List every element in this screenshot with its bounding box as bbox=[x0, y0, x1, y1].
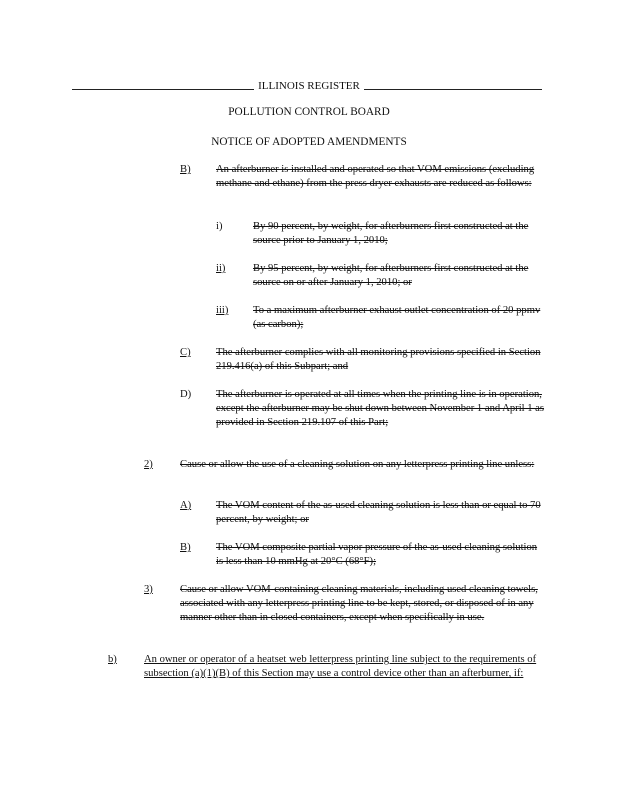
subsection-text: An owner or operator of a heatset web letterpress printing line subject to the requirements of subsection (a)(1)(B) of this Section may use a control device other than an afterburner, if: bbox=[144, 654, 537, 680]
subitem-label: iii) bbox=[216, 305, 229, 316]
notice-title: NOTICE OF ADOPTED AMENDMENTS bbox=[211, 136, 407, 148]
item-text: The afterburner is operated at all times when the printing line is in operation, except the afterburner may be shut down between November 1 and April 1 as provided in Section 219.107 of this Part; bbox=[216, 389, 545, 429]
item-text: An afterburner is installed and operated so that VOM emissions (excluding methane and ethane) from the press dryer exhausts are reduced as follows: bbox=[216, 164, 535, 190]
register-title: ILLINOIS REGISTER bbox=[0, 80, 618, 92]
item-label: D) bbox=[180, 389, 192, 400]
subitem-text: By 95 percent, by weight, for afterburners first constructed at the source on or after January 1, 2010; or bbox=[253, 263, 529, 289]
subitem-text: By 90 percent, by weight, for afterburners first constructed at the source prior to January 1, 2010; bbox=[253, 221, 529, 247]
item-label: B) bbox=[180, 164, 191, 175]
paragraph-label: 2) bbox=[144, 459, 153, 470]
subsection-label: b) bbox=[108, 654, 117, 665]
item-text: The VOM content of the as-used cleaning solution is less than or equal to 70 percent, by weight; or bbox=[216, 500, 541, 526]
item-label: C) bbox=[180, 347, 191, 358]
item-text: The afterburner complies with all monitoring provisions specified in Section 219.416(a) of this Subpart; and bbox=[216, 347, 541, 373]
item-label: A) bbox=[180, 500, 192, 511]
paragraph-text: Cause or allow the use of a cleaning solution on any letterpress printing line unless: bbox=[180, 459, 535, 470]
subitem-text: To a maximum afterburner exhaust outlet concentration of 20 ppmv (as carbon); bbox=[253, 305, 541, 331]
item-label: B) bbox=[180, 542, 191, 553]
paragraph-text: Cause or allow VOM-containing cleaning materials, including used cleaning towels, associated with any letterpress printing line to be kept, stored, or disposed of in any manner other than in closed containers, except when specifically in use. bbox=[180, 584, 538, 624]
subitem-label: i) bbox=[216, 221, 223, 232]
board-name: POLLUTION CONTROL BOARD bbox=[228, 106, 390, 118]
paragraph-label: 3) bbox=[144, 584, 153, 595]
item-text: The VOM composite partial vapor pressure of the as-used cleaning solution is less than 10 mmHg at 20°C (68°F); bbox=[216, 542, 538, 568]
subitem-label: ii) bbox=[216, 263, 226, 274]
